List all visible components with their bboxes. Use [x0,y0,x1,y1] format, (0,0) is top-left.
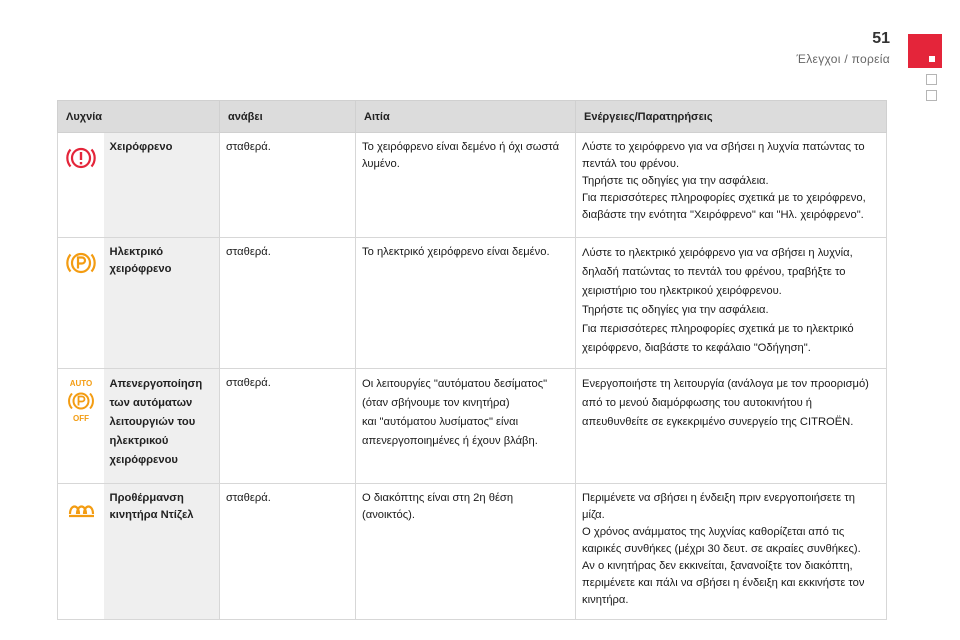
chapter-tab[interactable] [926,74,937,85]
action-line: Αν ο κινητήρας δεν εκκινείται, ξανανοίξτε τον διακόπτη, περιμένετε και πάλι να σβήσει η ένδειξη και εκκινήστε τον κινητήρα. [582,560,865,606]
cause-line: Οι λειτουργίες "αυτόματου δεσίματος" (όταν σβήνουμε τον κινητήρα) [362,378,548,409]
tab-marker [929,56,935,62]
cause-cell: Ο διακόπτης είναι στη 2η θέση (ανοικτός). [356,484,576,620]
table-row [58,133,887,238]
action-line: Τηρήστε τις οδηγίες για την ασφάλεια. [582,304,769,316]
icon-text-top: AUTO [69,379,93,388]
table-header-row [58,101,887,133]
page-number: 51 [872,30,890,47]
cause-cell [356,369,576,484]
column-header-cause: Αιτία [356,101,576,133]
table-row [58,484,887,620]
warning-lights-table [57,100,886,620]
action-line: Περιμένετε να σβήσει η ένδειξη πριν ενεργοποιήσετε τη μίζα. [582,492,856,521]
action-line: Για περισσότερες πληροφορίες σχετικά με το χειρόφρενο, διαβάστε την ενότητα "Χειρόφρενο" και "Ηλ. χειρόφρενο". [582,192,866,221]
column-header-lamp: Λυχνία [58,101,220,133]
action-line: Ενεργοποιήστε τη λειτουργία (ανάλογα με τον προορισμό) από το μενού διαμόρφωσης του αυτοκινήτου ή απευθυνθείτε σε εγκεκριμένο συνεργείο της CITROËN. [582,378,869,428]
lamp-name: Ηλεκτρικό χειρόφρενο [104,238,220,369]
lamp-name: Προθέρμανση κινητήρα Ντίζελ [104,484,220,620]
table-row [58,238,887,369]
cause-line: και "αυτόματου λυσίματος" είναι απενεργοποιημένες ή έχουν βλάβη. [362,416,538,447]
action-line: Τηρήστε τις οδηγίες για την ασφάλεια. [582,175,769,187]
table-row [58,369,887,484]
lamp-name: Χειρόφρενο [104,133,220,238]
actions-cell [576,484,887,620]
lamp-name: Απενεργοποίηση των αυτόματων λειτουργιών του ηλεκτρικού χειρόφρενου [104,369,220,484]
diesel-preheating-icon [66,494,96,524]
electric-parking-brake-icon [66,248,96,278]
section-title: Έλεγχοι / πορεία [796,52,890,66]
cause-cell: Το ηλεκτρικό χειρόφρενο είναι δεμένο. [356,238,576,369]
action-line: Για περισσότερες πληροφορίες σχετικά με το ηλεκτρικό χειρόφρενο, διαβάστε το κεφάλαιο "Οδήγηση". [582,323,854,354]
brake-warning-icon [66,143,96,173]
chapter-tab-active[interactable] [908,34,942,68]
actions-cell [576,133,887,238]
lights-cell: σταθερά. [220,369,356,484]
lights-cell: σταθερά. [220,238,356,369]
cause-cell: Το χειρόφρενο είναι δεμένο ή όχι σωστά λυμένο. [356,133,576,238]
icon-text-bottom: OFF [72,414,89,423]
actions-cell [576,238,887,369]
action-line: Λύστε το ηλεκτρικό χειρόφρενο για να σβήσει η λυχνία, δηλαδή πατώντας το πεντάλ του φρένου, τραβήξτε το χειριστήριο του ηλεκτρικού χειρόφρενου. [582,247,853,297]
auto-parking-brake-off-icon [66,379,96,423]
action-line: Λύστε το χειρόφρενο για να σβήσει η λυχνία πατώντας το πεντάλ του φρένου. [582,141,865,170]
lights-cell: σταθερά. [220,133,356,238]
lights-cell: σταθερά. [220,484,356,620]
actions-cell [576,369,887,484]
chapter-tab[interactable] [926,90,937,101]
column-header-lights: ανάβει [220,101,356,133]
column-header-actions: Ενέργειες/Παρατηρήσεις [576,101,887,133]
action-line: Ο χρόνος ανάμματος της λυχνίας καθορίζεται από τις καιρικές συνθήκες (μέχρι 30 δευτ. σε ακραίες συνθήκες). [582,526,861,555]
